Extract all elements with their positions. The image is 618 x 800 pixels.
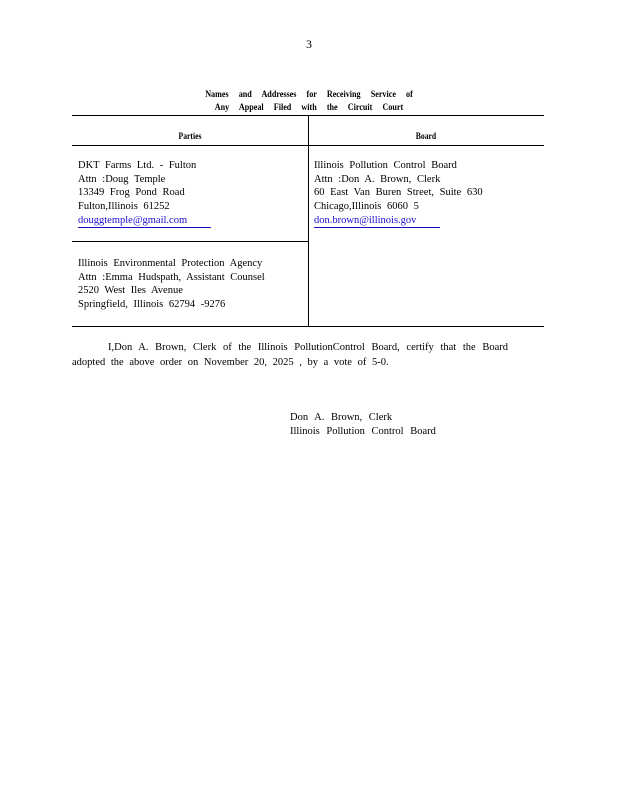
signature-block xyxy=(290,411,436,439)
party-city: Fulton,Illinois 61252 xyxy=(78,201,170,213)
board-city: Chicago,Illinois 6060 5 xyxy=(314,201,419,213)
party-email-link[interactable]: douggtemple@gmail.com xyxy=(78,215,211,228)
party-street: 13349 Frog Pond Road xyxy=(78,187,185,199)
party-name: DKT Farms Ltd. - Fulton xyxy=(78,160,197,171)
service-table xyxy=(72,115,544,327)
header-divider xyxy=(72,145,544,146)
board-contact xyxy=(314,159,483,228)
party-attn: Attn :Doug Temple xyxy=(78,173,166,185)
party-dkt-farms xyxy=(78,159,211,228)
column-header-parties: Parties xyxy=(178,131,202,141)
column-divider xyxy=(308,116,309,326)
signature-name: Don A. Brown, Clerk xyxy=(290,412,393,423)
row-divider xyxy=(72,241,308,242)
board-attn: Attn :Don A. Brown, Clerk xyxy=(314,173,441,185)
signature-org: Illinois Pollution Control Board xyxy=(290,426,436,437)
heading-line-1: Names and Addresses for Receiving Service of xyxy=(205,89,413,99)
certification-text: I,Don A. Brown, Clerk of the Illinois PollutionControl Board, certify that the Board adopted the above order on November 20, 2025 , by a vote of 5-0. xyxy=(72,342,508,368)
party-attn: Attn :Emma Hudspath, Assistant Counsel xyxy=(78,271,265,283)
party-street: 2520 West Iles Avenue xyxy=(78,285,183,297)
heading-line-2: Any Appeal Filed with the Circuit Court xyxy=(214,102,404,112)
party-iepa xyxy=(78,257,265,312)
column-header-board: Board xyxy=(415,131,437,141)
board-name: Illinois Pollution Control Board xyxy=(314,160,457,171)
board-street: 60 East Van Buren Street, Suite 630 xyxy=(314,187,483,199)
party-city: Springfield, Illinois 62794 -9276 xyxy=(78,299,226,311)
certification-paragraph xyxy=(72,340,508,370)
board-email-link[interactable]: don.brown@illinois.gov xyxy=(314,215,440,228)
party-name: Illinois Environmental Protection Agency xyxy=(78,258,263,269)
page-number: 3 xyxy=(306,37,312,51)
